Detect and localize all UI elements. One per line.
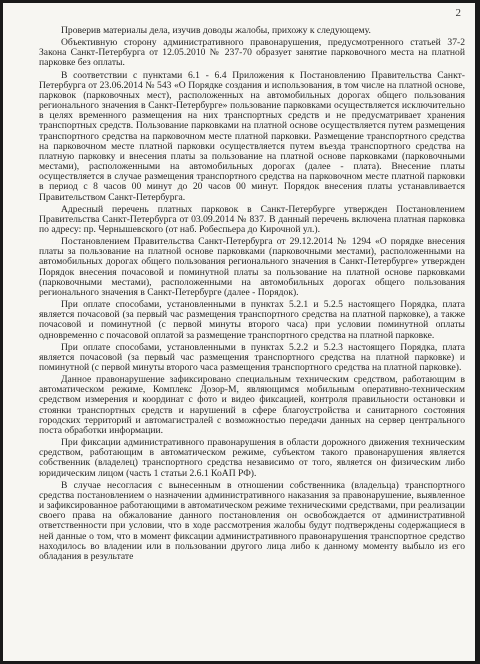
document-page [3,3,475,661]
paragraph-1: Проверив материалы дела, изучив доводы жалобы, прихожу к следующему. [61,25,371,36]
paragraph-2: Объективную сторону административного правонарушения, предусмотренного статьей 37-2 Закона Санкт-Петербурга от 12.05.2010 № 237-70 образует занятие парковочного места на платной парковке без оплаты. [39,37,465,69]
paragraph-8: Данное правонарушение зафиксировано специальным техническим средством, работающим в автоматическом режиме, Комплекс Дозор-М, являющимся мобильным оперативно-техническим средством измерения и координат с фото и видео фиксацией, контроля правильности остановки и стоянки транспортных средств и нарушений в сфере благоустройства и санитарного состояния городских территорий и автомагистралей с возможностью передачи данных на сервер центрального поста обработки информации. [39,374,465,436]
paragraph-9: При фиксации административного правонарушения в области дорожного движения техническим средством, работающим в автоматическом режиме, субъектом такого правонарушения является собственник (владелец) транспортного средства независимо от того, является он физическим либо юридическим лицом (часть 1 статьи 2.6.1 КоАП РФ). [39,437,465,479]
paragraph-4: Адресный перечень платных парковок в Санкт-Петербурге утвержден Постановлением Правительства Санкт-Петербурга от 03.09.2014 № 837. В данный перечень включена платная парковка по адресу: пр. Чернышевского (от наб. Робеспьера до Кирочной ул.). [39,203,465,235]
paragraph-5: Постановлением Правительства Санкт-Петербурга от 29.12.2014 № 1294 «О порядке внесения платы за пользование на платной основе парковками (парковочными местами), расположенными на автомобильных дорогах общего пользования регионального значения в Санкт-Петербурге» утвержден Порядок внесения почасовой и поминутной платы за пользование на платной основе парковками (парковочными местами), расположенными на автомобильных дорогах общего пользования регионального значения в Санкт-Петербурге (далее - Порядок). [39,236,465,298]
document-body [39,26,465,562]
paragraph-3: В соответствии с пунктами 6.1 - 6.4 Приложения к Постановлению Правительства Санкт-Петербурга от 23.06.2014 № 543 «О Порядке создания и использования, в том числе на платной основе, парковок (парковочных мест), расположенных на автомобильных дорогах общего пользования регионального значения в Санкт-Петербурге» пользование парковками осуществляется исключительно в целях временного размещения на них транспортных средств и не предусматривает хранения транспортных средств. Пользование парковками на платной основе осуществляется путем размещения транспортного средства на парковочном месте платной парковки. Размещение транспортного средства на парковочном месте платной парковки осуществляется путем въезда транспортного средства на платную парковку и внесения платы за пользование на платной основе парковками (парковочными местами), расположенными на автомобильных дорогах (далее - плата). Внесение платы осуществляется в случае размещения транспортного средства на парковочном месте платной парковки в период с 8 часов 00 минут до 20 часов 00 минут. Порядок внесения платы устанавливается Правительством Санкт-Петербурга. [39,69,465,203]
page-number: 2 [455,7,461,19]
paragraph-6: При оплате способами, установленными в пунктах 5.2.1 и 5.2.5 настоящего Порядка, плата является почасовой (за первый час размещения транспортного средства на платной парковке), а также почасовой и поминутной (с первой минуты второго часа) при условии поминутной оплаты одновременно с почасовой оплатой за размещение транспортного средства на платной парковке. [39,299,465,341]
paragraph-7: При оплате способами, установленными в пунктах 5.2.2 и 5.2.3 настоящего Порядка, плата является почасовой (за первый час размещения транспортного средства на платной парковке) и поминутной (с первой минуты второго часа размещения транспортного средства на платной парковке). [39,341,465,373]
paragraph-10: В случае несогласия с вынесенным в отношении собственника (владельца) транспортного средства постановлением о назначении административного наказания за правонарушение, выявленное и зафиксированное работающими в автоматическом режиме техническими средствами, при реализации своего права на обжалование данного постановления он освобождается от административной ответственности при условии, что в ходе рассмотрения жалобы будут подтверждены содержащиеся в ней данные о том, что в момент фиксации административного правонарушения транспортное средство находилось во владении или в пользовании другого лица либо к данному моменту выбыло из его обладания в результате [39,479,465,562]
